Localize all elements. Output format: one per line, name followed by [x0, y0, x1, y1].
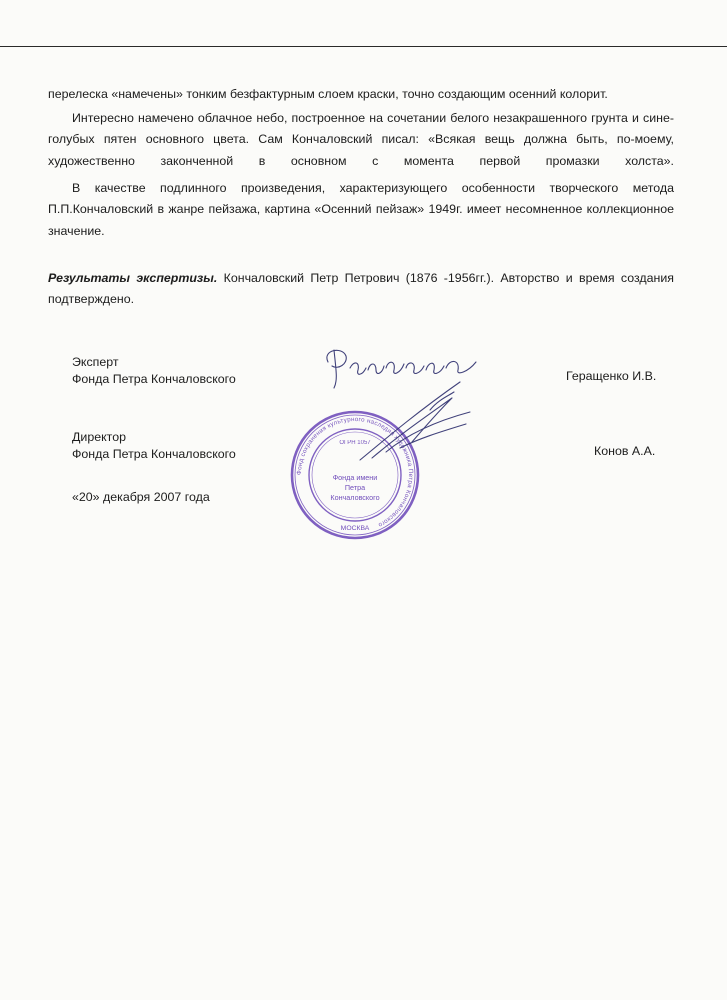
- director-org: Фонда Петра Кончаловского: [72, 447, 236, 462]
- paragraph-2: [48, 108, 674, 172]
- stamp-center-line1: Фонда имени: [332, 473, 378, 482]
- document-date: «20» декабря 2007 года: [72, 490, 210, 504]
- stamp-center-line3: Кончаловского: [330, 493, 380, 502]
- expert-name: Геращенко И.В.: [566, 369, 657, 383]
- paragraph-3-text: В качестве подлинного произведения, характеризующего особенности творческого метода П.П.Кончаловский в жанре пейзажа, картина «Осенний пейзаж» 1949г. имеет несомненное коллекционное значение.: [48, 181, 674, 238]
- expert-block: [72, 354, 236, 389]
- results-text: Кончаловский Петр Петрович (1876 -1956гг.). Авторство и время создания подтверждено.: [48, 271, 674, 307]
- stamp-ogrn: ОГРН 1057: [339, 440, 371, 446]
- expert-org: Фонда Петра Кончаловского: [72, 372, 236, 387]
- handwritten-signature-icon: [320, 340, 490, 470]
- expert-role: Эксперт: [72, 355, 119, 369]
- paragraph-1: перелеска «намечены» тонким безфактурным слоем краски, точно создающим осенний колорит.: [48, 87, 608, 101]
- results-paragraph: [48, 268, 674, 311]
- paragraph-2-text: Интересно намечено облачное небо, построенное на сочетании белого незакрашенного грунта и сине-голубых пятен основного цвета. Сам Кончаловский писал: «Всякая вещь должна быть, по-моему, художественно законченной в основном с момента первой промазки холста».: [48, 111, 674, 168]
- paragraph-3: [48, 178, 674, 242]
- director-role: Директор: [72, 430, 126, 444]
- director-block: [72, 429, 236, 464]
- stamp-city: МОСКВА: [340, 525, 370, 532]
- results-label: Результаты экспертизы.: [48, 271, 218, 285]
- stamp-outer-text: Фонд сохранения культурного наследия художника Петра Кончаловского: [295, 415, 415, 529]
- director-name: Конов А.А.: [594, 444, 656, 458]
- scan-edge-line: [0, 46, 727, 47]
- stamp-center-line2: Петра: [344, 483, 366, 492]
